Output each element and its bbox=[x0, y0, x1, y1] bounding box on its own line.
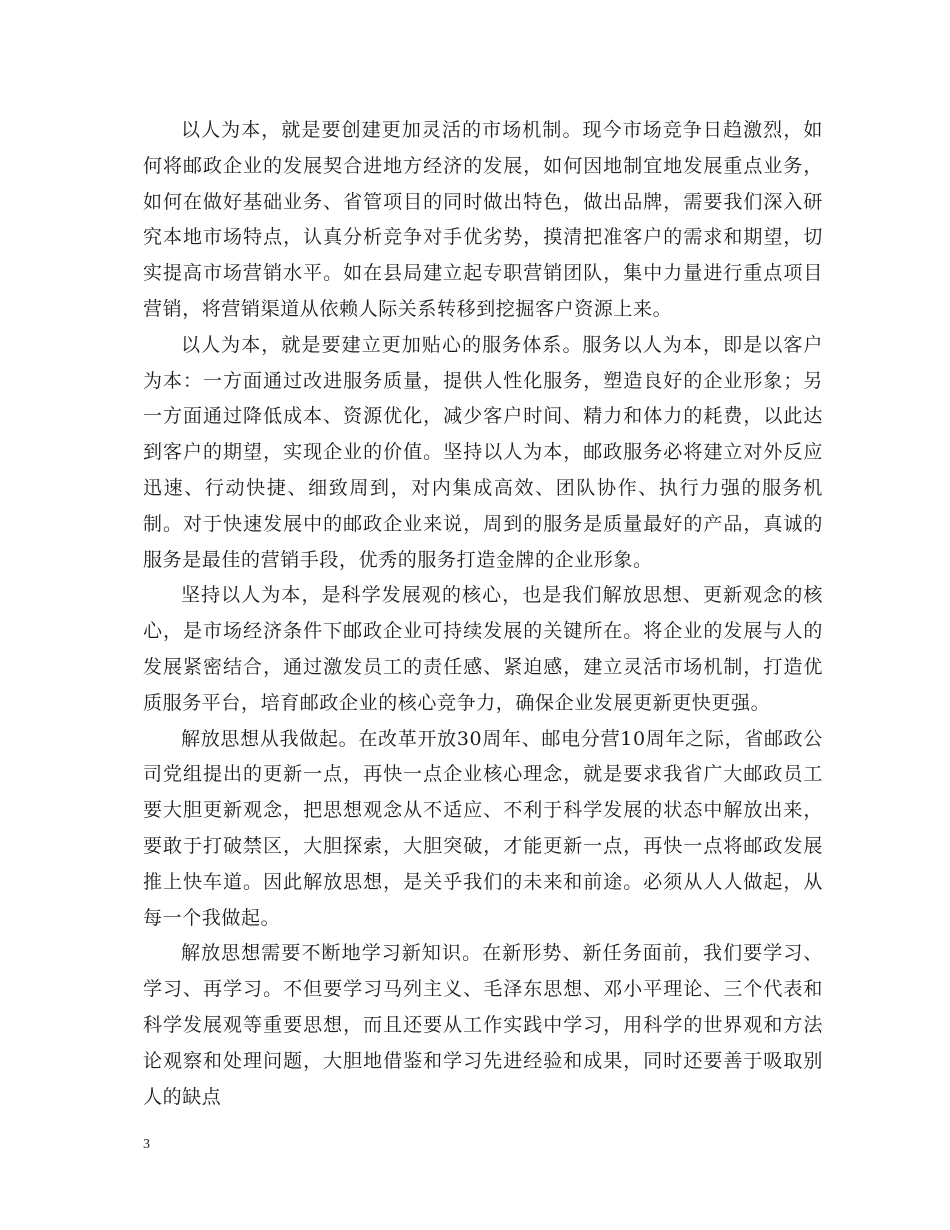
paragraph-5: 解放思想需要不断地学习新知识。在新形势、新任务面前，我们要学习、学习、再学习。不但要学习马列主义、毛泽东思想、邓小平理论、三个代表和科学发展观等重要思想，而且还要从工作实践中学习，用科学的世界观和方法论观察和处理问题，大胆地借鉴和学习先进经验和成果，同时还要善于吸取别人的缺点 bbox=[143, 942, 823, 1108]
paragraph-2: 以人为本，就是要建立更加贴心的服务体系。服务以人为本，即是以客户为本：一方面通过改进服务质量，提供人性化服务，塑造良好的企业形象；另一方面通过降低成本、资源优化，减少客户时间、精力和体力的耗费，以此达到客户的期望，实现企业的价值。坚持以人为本，邮政服务必将建立对外反应迅速、行动快捷、细致周到，对内集成高效、团队协作、执行力强的服务机制。对于快速发展中的邮政企业来说，周到的服务是质量最好的产品，真诚的服务是最佳的营销手段，优秀的服务打造金牌的企业形象。 bbox=[143, 333, 823, 571]
document-body bbox=[143, 113, 823, 1115]
paragraph-4: 解放思想从我做起。在改革开放30周年、邮电分营10周年之际，省邮政公司党组提出的更新一点，再快一点企业核心理念，就是要求我省广大邮政员工要大胆更新观念，把思想观念从不适应、不利于科学发展的状态中解放出来，要敢于打破禁区，大胆探索，大胆突破，才能更新一点，再快一点将邮政发展推上快车道。因此解放思想，是关乎我们的未来和前途。必须从人人做起，从每一个我做起。 bbox=[143, 727, 823, 929]
paragraph-1: 以人为本，就是要创建更加灵活的市场机制。现今市场竞争日趋激烈，如何将邮政企业的发展契合进地方经济的发展，如何因地制宜地发展重点业务，如何在做好基础业务、省管项目的同时做出特色，做出品牌，需要我们深入研究本地市场特点，认真分析竞争对手优劣势，摸清把准客户的需求和期望，切实提高市场营销水平。如在县局建立起专职营销团队，集中力量进行重点项目营销，将营销渠道从依赖人际关系转移到挖掘客户资源上来。 bbox=[143, 119, 823, 320]
page-number: 3 bbox=[143, 1137, 150, 1152]
paragraph-3: 坚持以人为本，是科学发展观的核心，也是我们解放思想、更新观念的核心，是市场经济条件下邮政企业可持续发展的关键所在。将企业的发展与人的发展紧密结合，通过激发员工的责任感、紧迫感，建立灵活市场机制，打造优质服务平台，培育邮政企业的核心竞争力，确保企业发展更新更快更强。 bbox=[143, 584, 823, 714]
